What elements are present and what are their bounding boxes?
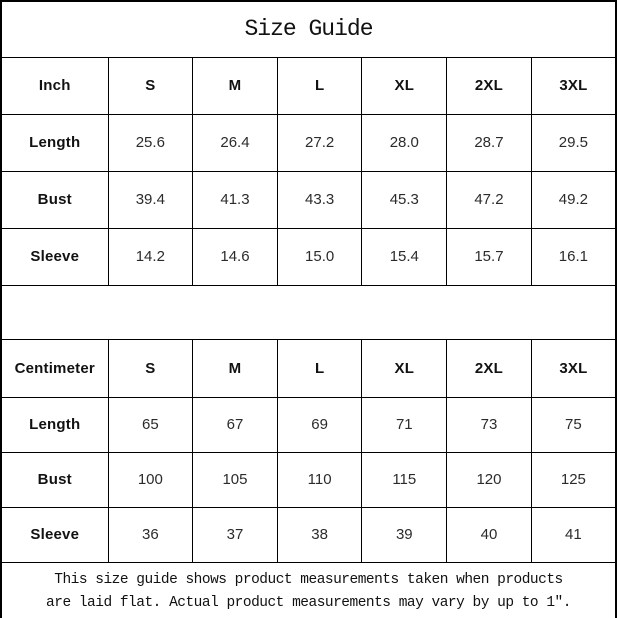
cm-header-row <box>1 339 616 397</box>
size-value-cell: 25.6 <box>108 114 193 171</box>
size-header-2xl: 2XL <box>447 57 532 114</box>
size-header-m: M <box>193 57 278 114</box>
footer-note <box>1 562 616 618</box>
size-value-cell: 69 <box>277 397 362 452</box>
size-value-cell: 26.4 <box>193 114 278 171</box>
size-value-cell: 37 <box>193 507 278 562</box>
size-value-cell: 14.6 <box>193 228 278 285</box>
size-value-cell: 100 <box>108 452 193 507</box>
page-title: Size Guide <box>1 1 616 57</box>
footer-note-line1: This size guide shows product measurements taken when products <box>54 572 563 589</box>
size-value-cell: 41 <box>531 507 616 562</box>
size-header-2xl: 2XL <box>447 339 532 397</box>
size-value-cell: 27.2 <box>277 114 362 171</box>
row-label-bust: Bust <box>1 171 108 228</box>
footer-note-line2: are laid flat. Actual product measurements may vary by up to 1″. <box>46 594 571 611</box>
size-header-s: S <box>108 57 193 114</box>
size-value-cell: 39.4 <box>108 171 193 228</box>
size-value-cell: 43.3 <box>277 171 362 228</box>
title-row <box>1 1 616 57</box>
spacer-row <box>1 285 616 339</box>
size-header-3xl: 3XL <box>531 339 616 397</box>
inch-header-row <box>1 57 616 114</box>
size-header-m: M <box>193 339 278 397</box>
cm-length-row <box>1 397 616 452</box>
size-value-cell: 39 <box>362 507 447 562</box>
spacer-cell <box>1 285 616 339</box>
size-value-cell: 41.3 <box>193 171 278 228</box>
size-value-cell: 14.2 <box>108 228 193 285</box>
inch-bust-row <box>1 171 616 228</box>
size-value-cell: 120 <box>447 452 532 507</box>
size-header-3xl: 3XL <box>531 57 616 114</box>
inch-sleeve-row <box>1 228 616 285</box>
size-value-cell: 71 <box>362 397 447 452</box>
size-value-cell: 75 <box>531 397 616 452</box>
size-value-cell: 115 <box>362 452 447 507</box>
size-value-cell: 29.5 <box>531 114 616 171</box>
row-label-length: Length <box>1 114 108 171</box>
row-label-sleeve: Sleeve <box>1 507 108 562</box>
row-label-bust: Bust <box>1 452 108 507</box>
cm-bust-row <box>1 452 616 507</box>
size-header-xl: XL <box>362 57 447 114</box>
size-value-cell: 15.0 <box>277 228 362 285</box>
footer-row <box>1 562 616 618</box>
size-value-cell: 16.1 <box>531 228 616 285</box>
size-value-cell: 110 <box>277 452 362 507</box>
size-value-cell: 38 <box>277 507 362 562</box>
unit-header-centimeter: Centimeter <box>1 339 108 397</box>
row-label-length: Length <box>1 397 108 452</box>
size-value-cell: 47.2 <box>447 171 532 228</box>
size-value-cell: 28.7 <box>447 114 532 171</box>
cm-sleeve-row <box>1 507 616 562</box>
size-header-l: L <box>277 339 362 397</box>
size-value-cell: 28.0 <box>362 114 447 171</box>
row-label-sleeve: Sleeve <box>1 228 108 285</box>
size-value-cell: 40 <box>447 507 532 562</box>
size-header-s: S <box>108 339 193 397</box>
size-header-xl: XL <box>362 339 447 397</box>
size-value-cell: 15.4 <box>362 228 447 285</box>
size-value-cell: 125 <box>531 452 616 507</box>
size-value-cell: 15.7 <box>447 228 532 285</box>
size-value-cell: 49.2 <box>531 171 616 228</box>
size-value-cell: 65 <box>108 397 193 452</box>
inch-length-row <box>1 114 616 171</box>
size-value-cell: 36 <box>108 507 193 562</box>
size-value-cell: 67 <box>193 397 278 452</box>
size-value-cell: 105 <box>193 452 278 507</box>
unit-header-inch: Inch <box>1 57 108 114</box>
size-header-l: L <box>277 57 362 114</box>
size-value-cell: 73 <box>447 397 532 452</box>
size-value-cell: 45.3 <box>362 171 447 228</box>
